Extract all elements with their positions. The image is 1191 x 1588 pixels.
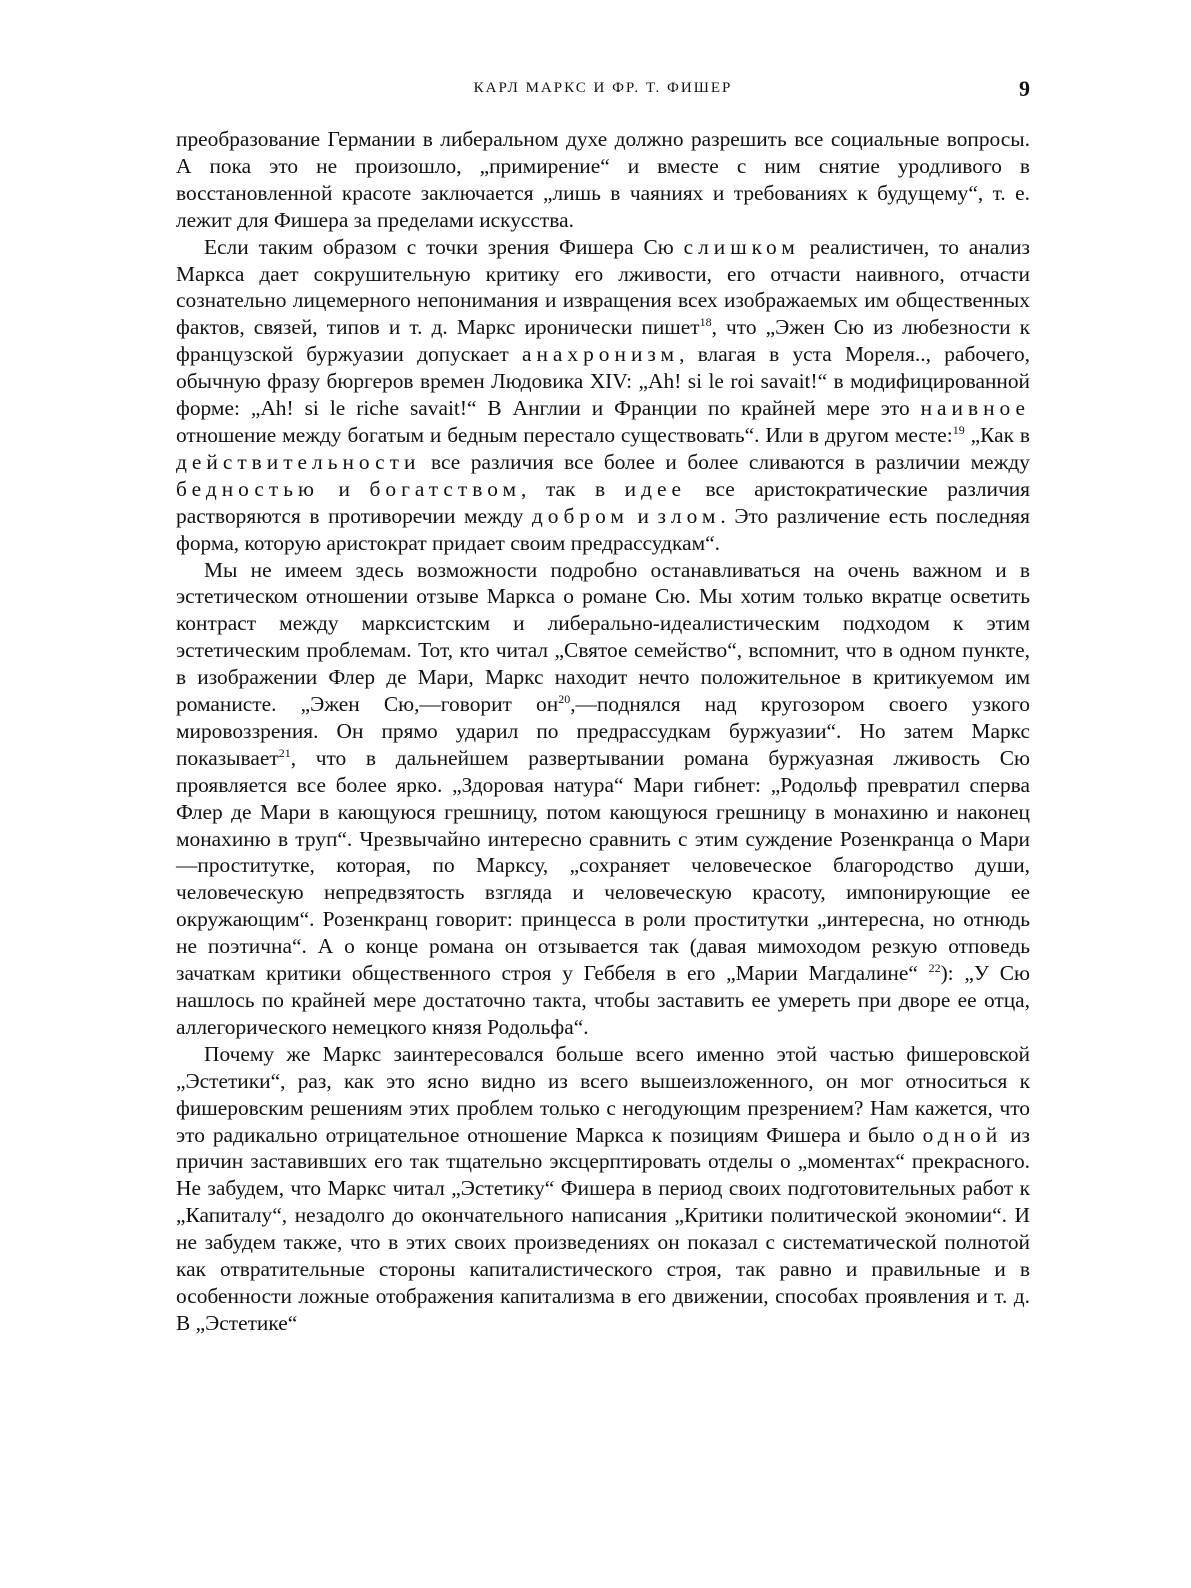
text-run: , что „Эжен Сю из любезности к французской буржуазии допускает [176, 315, 1030, 367]
page-number: 9 [1019, 76, 1030, 101]
footnote-ref: 20 [558, 691, 571, 706]
spaced-emphasis: одной [922, 1122, 1003, 1147]
paragraph-3 [176, 557, 1030, 1041]
text-run: все аристократические различия растворяются в противоречии между [176, 476, 1030, 528]
spaced-emphasis: действительности [176, 449, 421, 474]
text-run: Мы не имеем здесь возможности подробно останавливаться на очень важном и в эстетическом отношении отзыве Маркса о романе Сю. Мы хотим только вкратце осветить контраст между марксистским и либерально-идеалистическим подходом к этим эстетическим проблемам. Тот, кто читал „Святое семейство“, вспомнит, что в одном пункте, в изображении Флер де Мари, Маркс находит нечто положительное в критикуемом им романисте. „Эжен Сю,—говорит он [176, 557, 1030, 717]
text-run: Почему же Маркс заинтересовался больше всего именно этой частью фишеровской „Эстетики“, раз, как это ясно видно из всего вышеизложенного, он мог относиться к фишеровским решениям этих проблем только с негодующим презрением? Нам кажется, что это радикально отрицательное отношение Маркса к позициям Фишера и было [176, 1041, 1030, 1147]
spaced-emphasis: наивное [920, 396, 1030, 421]
running-title: КАРЛ МАРКС И ФР. Т. ФИШЕР [473, 80, 733, 96]
footnote-ref: 21 [278, 745, 291, 760]
body-text [176, 126, 1030, 1337]
paragraph-1 [176, 126, 1030, 234]
spaced-emphasis: слишком [683, 234, 800, 259]
text-run: , так в [521, 476, 625, 501]
text-run: . Это различение есть последняя форма, которую аристократ придает своим предрассудкам“. [176, 503, 1030, 555]
text-run: преобразование Германии в либеральном духе должно разрешить все социальные вопросы. А пока это не произошло, „примирение“ и вместе с ним снятие уродливого в восстановленной красоте заключается „лишь в чаяниях и требованиях к будущему“, т. е. лежит для Фишера за пределами искусства. [176, 127, 1030, 232]
paragraph-4 [176, 1041, 1030, 1337]
text-run: Если таким образом с точки зрения Фишера Сю [204, 234, 684, 259]
spaced-emphasis: злом [657, 503, 721, 528]
spaced-emphasis: бедностью [176, 476, 319, 501]
text-run: ,—поднялся над кругозором своего узкого мировоззрения. Он прямо ударил по предрассудкам буржуазии“. Но затем Маркс показывает [176, 692, 1030, 770]
footnote-ref: 18 [699, 315, 712, 330]
spaced-emphasis: идее [624, 476, 686, 501]
text-run: , влагая в уста Мореля.., рабочего, обычную фразу бюргеров времен Людовика XIV: „Ah! si le roi savait!“ в модифицированной форме: „Ah! si le riche savait!“ В Англии и Франции по крайней мере это [176, 342, 1031, 421]
spaced-emphasis: богатством [369, 476, 522, 501]
text-run: и [628, 503, 658, 528]
text-run: , что в дальнейшем развертывании романа буржуазная лживость Сю проявляется все более ярко. „Здоровая натура“ Мари гибнет: „Родольф превратил сперва Флер де Мари в кающуюся грешницу, потом кающуюся грешницу в монахиню и наконец монахиню в труп“. Чрезвычайно интересно сравнить с этим суждение Розенкранца о Мари—проститутке, которая, по Марксу, „сохраняет человеческое благородство души, человеческую непредвзятость взгляда и человеческую красоту, импонирующие ее окружающим“. Розенкранц говорит: принцесса в роли проститутки „интересна, но отнюдь не поэтична“. А о конце романа он отзывается так (давая мимоходом резкую отповедь зачаткам критики общественного строя у Геббеля в его „Марии Магдалине“ [176, 745, 1030, 986]
spaced-emphasis: анахронизм [521, 342, 680, 367]
text-run: все различия все более и более сливаются в различии между [420, 449, 1030, 474]
text-run: из причин заставивших его так тщательно эксцерптировать отделы о „моментах“ прекрасного. Не забудем, что Маркс читал „Эстетику“ Фишера в период своих подготовительных работ к „Капиталу“, незадолго до окончательного написания „Критики политической экономии“. И не забудем также, что в этих своих произведениях он показал с систематической полнотой как отвратительные стороны капиталистического строя, так равно и правильные и в особенности ложные отображения капитализма в его движении, способах проявления и т. д. В „Эстетике“ [176, 1122, 1030, 1335]
paragraph-2 [176, 234, 1030, 557]
text-run: реалистичен, то анализ Маркса дает сокрушительную критику его лживости, его отчасти наивного, отчасти сознательно лицемерного непонимания и извращения всех изображаемых им общественных фактов, связей, типов и т. д. Маркс иронически пишет [176, 234, 1030, 340]
footnote-ref: 22 [928, 960, 941, 975]
footnote-ref: 19 [952, 422, 965, 437]
text-run: ): „У Сю нашлось по крайней мере достаточно такта, чтобы заставить ее умереть при дворе ее отца, аллегорического немецкого князя Родольфа“. [176, 961, 1030, 1039]
text-run: „Как в [964, 422, 1030, 447]
text-run: и [318, 476, 370, 501]
text-run: отношение между богатым и бедным перестало существовать“. Или в другом месте: [176, 422, 953, 447]
spaced-emphasis: добром [531, 503, 629, 528]
running-head [176, 76, 1030, 104]
